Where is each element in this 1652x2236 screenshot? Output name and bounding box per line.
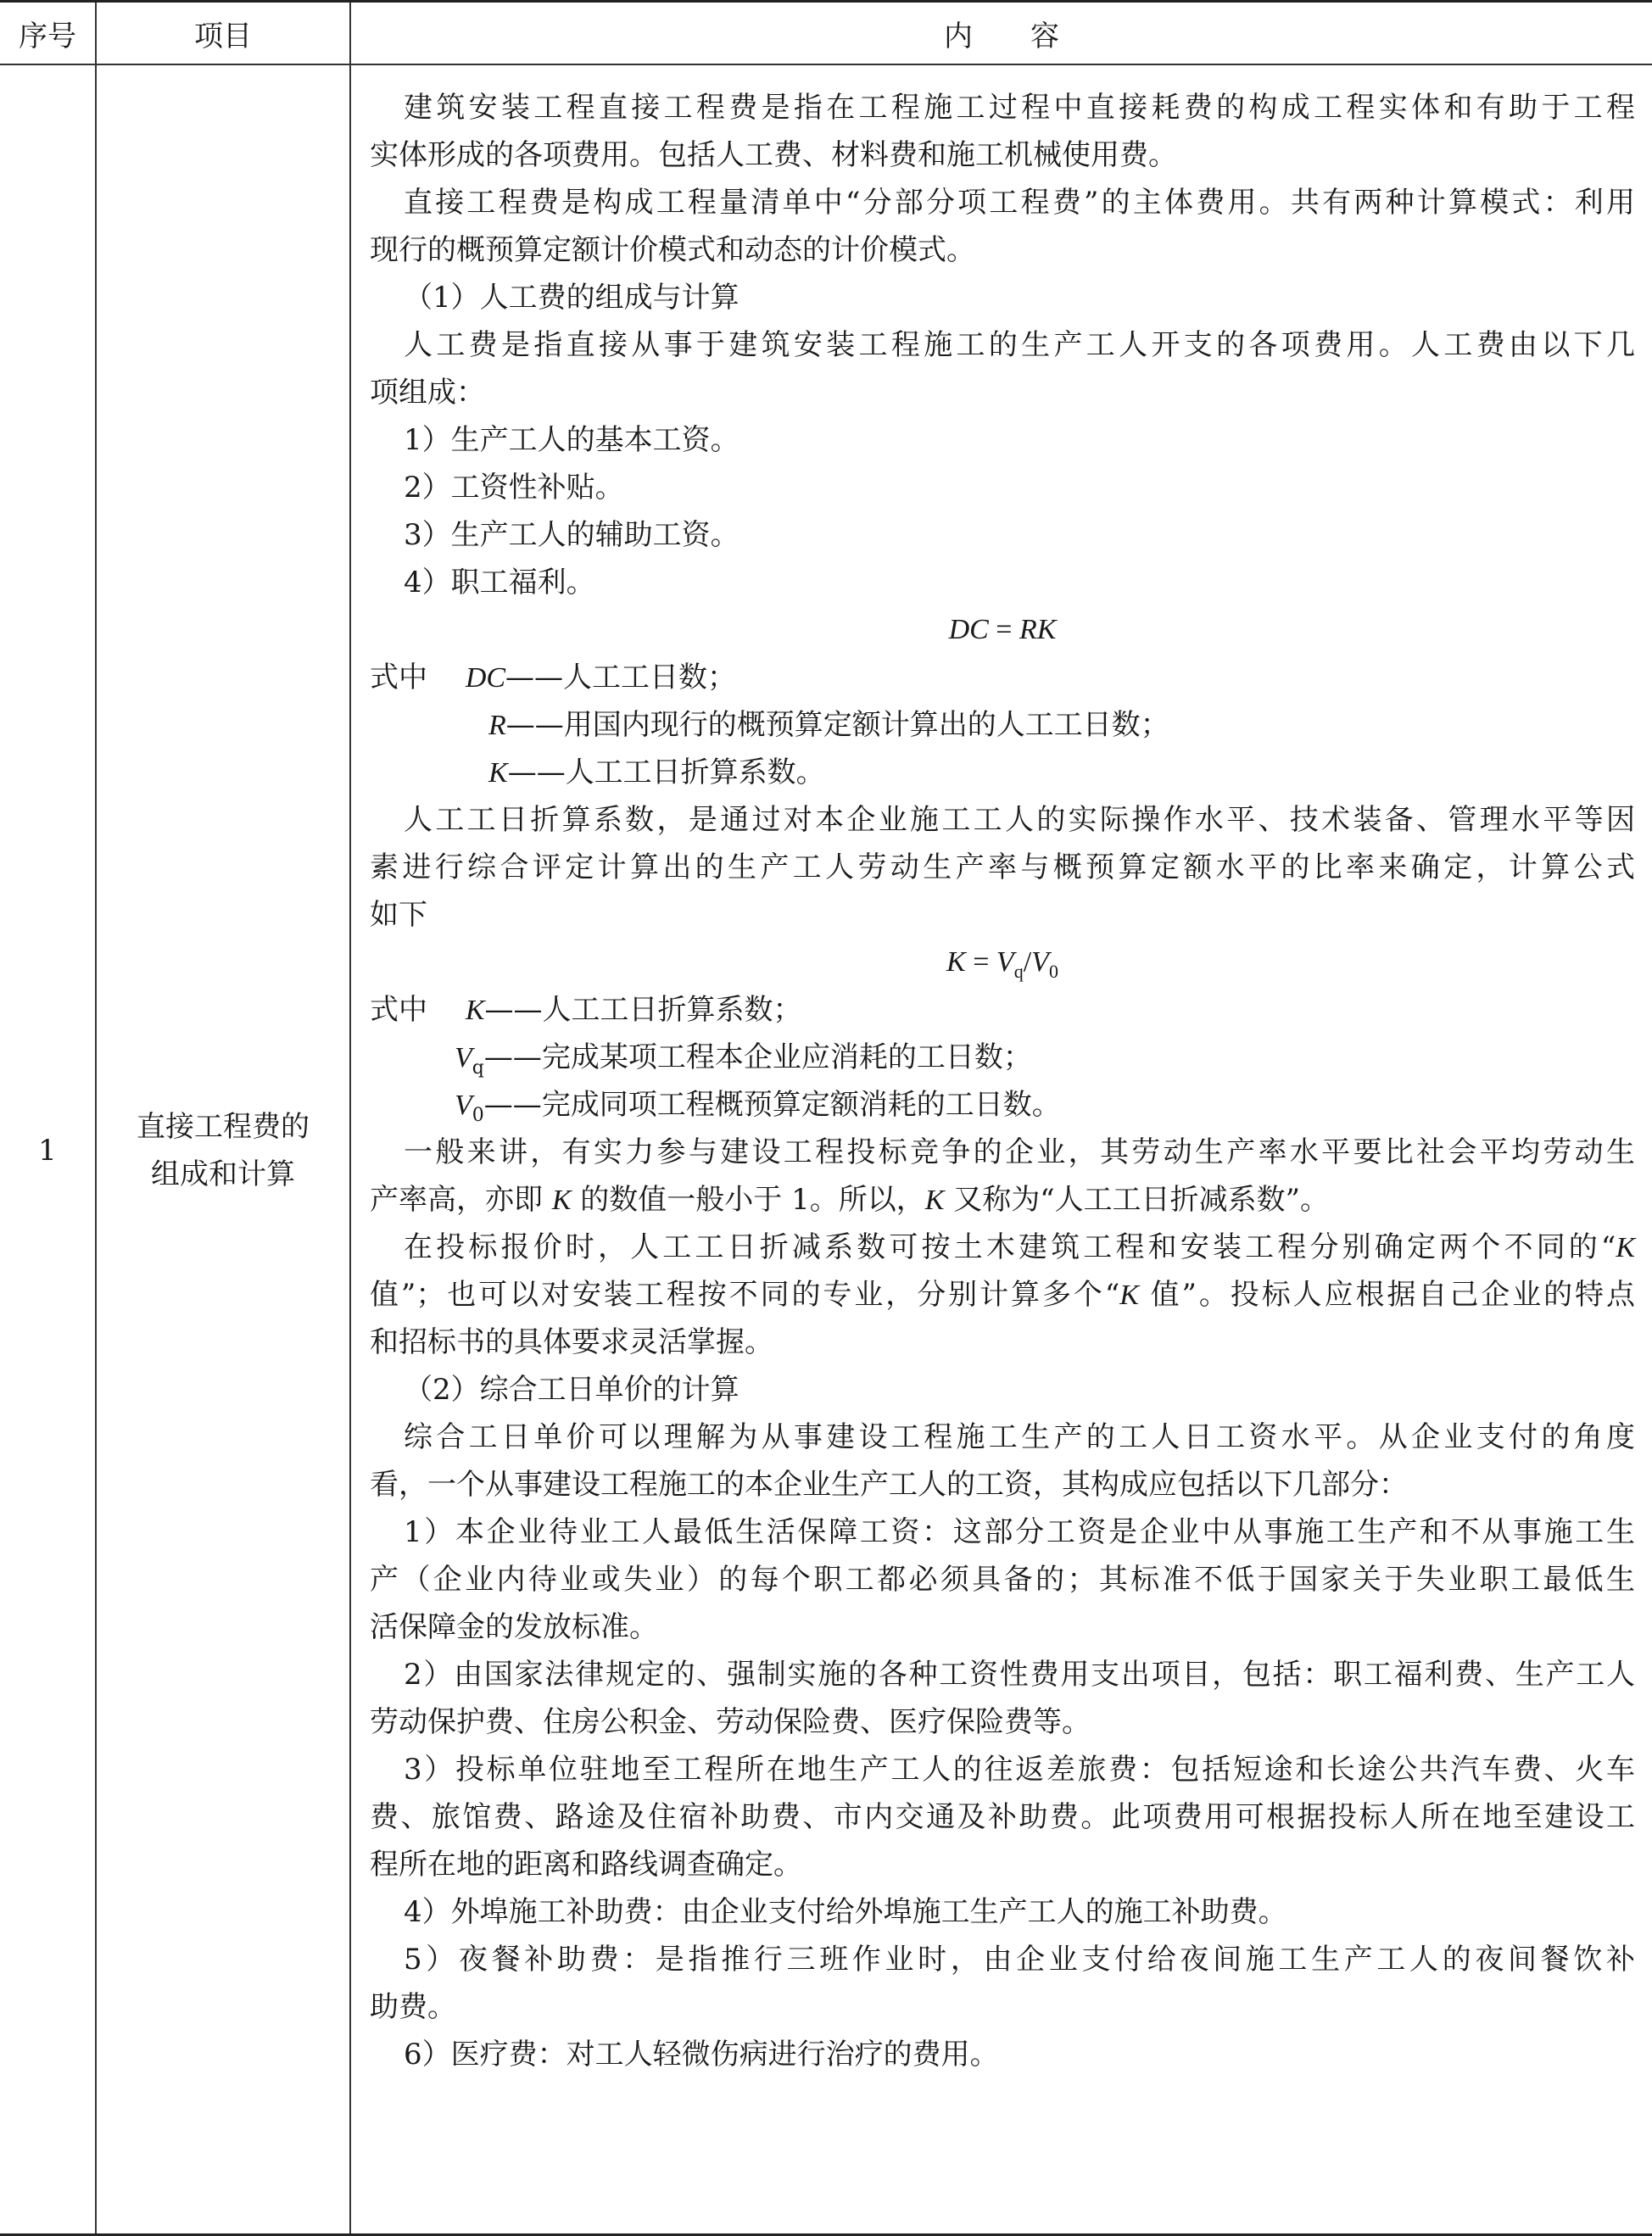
- column-divider: [349, 3, 351, 2233]
- list-item: 2）工资性补贴。: [404, 471, 624, 505]
- list-item: 5）夜餐补助费：是指推行三班作业时，由企业支付给夜间施工生产工人的夜间餐饮补: [404, 1943, 1635, 1977]
- definition-line: R——用国内现行的概预算定额计算出的人工工日数；: [488, 708, 1169, 742]
- list-item: 6）医疗费：对工人轻微伤病进行治疗的费用。: [404, 2038, 999, 2072]
- formula-k-ratio: $K = V_q/V_0$: [946, 946, 1058, 982]
- row-item-cell: [97, 65, 349, 2236]
- paragraph-line: 和招标书的具体要求灵活掌握。: [370, 1325, 773, 1359]
- definition-line: $V_q——$完成某项工程本企业应消耗的工日数；: [455, 1040, 1032, 1079]
- header-content: 内 容: [944, 19, 1059, 53]
- paragraph-line: 项组成：: [370, 376, 485, 410]
- list-item: 3）投标单位驻地至工程所在地生产工人的往返差旅费：包括短途和长途公共汽车费、火车: [404, 1753, 1635, 1787]
- definition-line: 式中 K——人工工日折算系数；: [370, 993, 802, 1027]
- paragraph-line: 综合工日单价可以理解为从事建设工程施工生产的工人日工资水平。从企业支付的角度: [404, 1420, 1635, 1454]
- list-item: 2）由国家法律规定的、强制实施的各种工资性费用支出项目，包括：职工福利费、生产工人: [404, 1658, 1635, 1692]
- paragraph-line: 如下: [370, 898, 427, 932]
- section-heading: （2）综合工日单价的计算: [404, 1373, 739, 1407]
- paragraph-line: 值”；也可以对安装工程按不同的专业，分别计算多个“K 值”。投标人应根据自己企业的特点: [370, 1278, 1635, 1312]
- row-item-line: 组成和计算: [151, 1157, 295, 1191]
- header-item: 项目: [194, 19, 252, 53]
- formula-dc-rk: DC = RK: [948, 614, 1057, 645]
- definition-line: K——人工工日折算系数。: [488, 756, 825, 789]
- paragraph-line: 人工工日折算系数，是通过对本企业施工工人的实际操作水平、技术装备、管理水平等因: [404, 803, 1635, 837]
- paragraph-line: 人工费是指直接从事于建筑安装工程施工的生产工人开支的各项费用。人工费由以下几: [404, 328, 1635, 362]
- list-item: 4）外埠施工补助费：由企业支付给外埠施工生产工人的施工补助费。: [404, 1895, 1287, 1929]
- list-item: 活保障金的发放标准。: [370, 1610, 658, 1644]
- list-item: 产（企业内待业或失业）的每个职工都必须具备的；其标准不低于国家关于失业职工最低生: [370, 1563, 1635, 1597]
- list-item: 1）本企业待业工人最低生活保障工资：这部分工资是企业中从事施工生产和不从事施工生: [404, 1515, 1635, 1549]
- paragraph-line: 一般来讲，有实力参与建设工程投标竞争的企业，其劳动生产率水平要比社会平均劳动生: [404, 1135, 1635, 1169]
- list-item: 1）生产工人的基本工资。: [404, 423, 739, 457]
- paragraph-line: 素进行综合评定计算出的生产工人劳动生产率与概预算定额水平的比率来确定，计算公式: [370, 850, 1635, 884]
- list-item: 3）生产工人的辅助工资。: [404, 518, 739, 552]
- paragraph-line: 现行的概预算定额计价模式和动态的计价模式。: [370, 233, 975, 267]
- paragraph-line: 建筑安装工程直接工程费是指在工程施工过程中直接耗费的构成工程实体和有助于工程: [404, 91, 1635, 125]
- definition-line: 式中 DC——人工工日数；: [370, 661, 737, 694]
- header-seq-no: 序号: [19, 19, 76, 53]
- paragraph-line: 看，一个从事建设工程施工的本企业生产工人的工资，其构成应包括以下几部分：: [370, 1468, 1408, 1502]
- definition-line: $V_0——$完成同项工程概预算定额消耗的工日数。: [455, 1088, 1061, 1126]
- paragraph-line: 直接工程费是构成工程量清单中“分部分项工程费”的主体费用。共有两种计算模式：利用: [404, 186, 1635, 220]
- list-item: 程所在地的距离和路线调查确定。: [370, 1848, 802, 1882]
- paragraph-line: 产率高，亦即 K 的数值一般小于 1。所以，K 又称为“人工工日折减系数”。: [370, 1183, 1330, 1217]
- row-item-line: 直接工程费的: [137, 1110, 310, 1144]
- list-item: 助费。: [370, 1990, 456, 2024]
- paragraph-line: 在投标报价时，人工工日折减系数可按土木建筑工程和安装工程分别确定两个不同的“K: [404, 1230, 1635, 1264]
- list-item: 费、旅馆费、路途及住宿补助费、市内交通及补助费。此项费用可根据投标人所在地至建设工: [370, 1800, 1635, 1834]
- row-seq-no: 1: [38, 1134, 57, 1168]
- section-heading: （1）人工费的组成与计算: [404, 281, 739, 315]
- paragraph-line: 实体形成的各项费用。包括人工费、材料费和施工机械使用费。: [370, 138, 1177, 172]
- list-item: 劳动保护费、住房公积金、劳动保险费、医疗保险费等。: [370, 1705, 1091, 1739]
- list-item: 4）职工福利。: [404, 566, 595, 599]
